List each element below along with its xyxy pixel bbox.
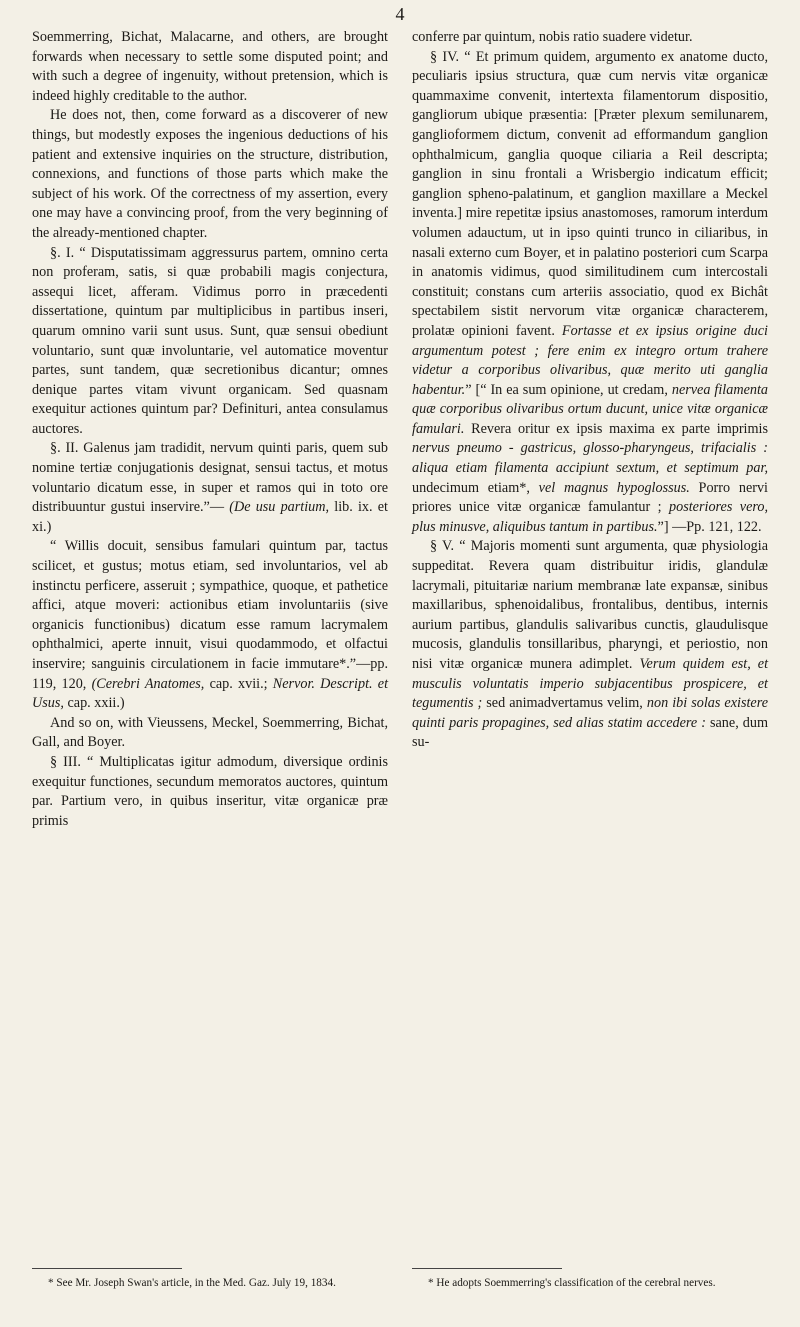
willis-reference-2: Nervor. Descript. et Usus, — [32, 675, 389, 712]
section-4-mid-2: Revera oritur ex ipsis maxima ex parte imprimis — [464, 420, 768, 437]
paragraph-section-5 — [412, 537, 768, 753]
paragraph-intro: Soemmerring, Bichat, Malacarne, and others, are brought forwards when necessary to settle some disputed point; and with such a degree of ingenuity, without pretension, which is indeed highly creditable to the author. — [32, 29, 388, 104]
footnote-left: * See Mr. Joseph Swan's article, in the Med. Gaz. July 19, 1834. — [48, 1277, 336, 1289]
section-4-mid: ” [“ In ea sum opinione, ut credam, — [465, 381, 672, 398]
section-4-italic: Fortasse et ex ipsius origine duci argumentum potest ; fere enim ex integro ortum trahere videtur a corporibus olivaribus, quæ merito uti ganglia habentur. — [412, 322, 768, 398]
section-4-italic-4: vel magnus hypoglossus. — [538, 479, 690, 496]
footnote-divider-right — [412, 1268, 562, 1269]
willis-reference: (Cerebri Anatomes, — [91, 675, 205, 692]
section-4-mid-3: undecimum etiam*, — [412, 479, 539, 496]
paragraph-willis — [32, 537, 388, 713]
left-column — [32, 28, 388, 831]
paragraph-and-so-on: And so on, with Vieussens, Meckel, Soemmerring, Bichat, Gall, and Boyer. — [32, 714, 388, 751]
footnote-divider-left — [32, 1268, 182, 1269]
section-4-italic-3: nervus pneumo - gastricus, glosso-pharyngeus, trifacialis : aliqua etiam filamenta accipiunt sextum, et septimum par, — [412, 440, 768, 477]
willis-ref-mid: cap. xvii.; — [204, 675, 273, 692]
paragraph-section-2 — [32, 439, 388, 537]
footnote-right: * He adopts Soemmerring's classification of the cerebral nerves. — [428, 1277, 716, 1289]
galenus-ref-end: lib. ix. et xi.) — [32, 499, 388, 535]
section-4-text: § IV. “ Et primum quidem, argumento ex anatome ducto, peculiaris ipsius structura, quæ cum nervis vitæ organicæ quammaxime convenit, intertexta filamentorum dispositio, gangliorum ubique præsentia: [Præter plexum semilunarem, ganglioformem dictum, convenit ad efformandum ganglion ophthalmicum, ganglia quoque ciliaria a Reil descripta; ganglion in sinu frontali a Wrisbergio indicatum efficit; ganglion spheno-palatinum, et ganglion maxillare a Meckel inventa.] mire repetitæ ipsius anastomoses, ramorum interdum volumen adauctum, ut in ipso quinti trunco in ciliaribus, in nasali externo cum Boyer, et in palatino posteriori cum Scarpa in anatomis vidimus, quod similitudinem cum intercostali constituit; constans cum arteriis associatio, quod ex Bichât spectabilem sistit nervorum vitæ organicæ characterem, prolatæ opinioni favent. — [412, 48, 768, 339]
paragraph-section-3: § III. “ Multiplicatas igitur admodum, diversique ordinis exequitur functiones, secundum memoratos auctores, quintum par. Partium vero, in quibus inseritur, vitæ organicæ præ primis — [32, 753, 388, 829]
paragraph-section-4 — [412, 48, 768, 538]
right-column — [412, 28, 768, 753]
paragraph-discoverer: He does not, then, come forward as a discoverer of new things, but modestly exposes the ingenious deductions of his patient and extensive inquiries on the structure, distribution, connexions, and functions of those parts which make the subject of his work. Of the correctness of my assertion, every one may have a convincing proof, from the very beginning of the already-mentioned chapter. — [32, 107, 388, 241]
willis-ref-end: cap. xxii.) — [63, 695, 125, 712]
section-5-text: § V. “ Majoris momenti sunt argumenta, quæ physiologia suppeditat. Revera quam distribuitur iridis, glandulæ lacrymali, pituitariæ narium membranæ late expansæ, sinibus maxillaribus, sphenoidalibus, frontalibus, dentibus, internis aurium partibus, glandulis salivaribus cunctis, glaudulisque mucosis, glandulis tonsillaribus, pharyngi, et periostio, non nisi vitæ organicæ munera adimplet. — [412, 538, 768, 672]
page-number: 4 — [395, 4, 405, 24]
section-4-end: ”] —Pp. 121, 122. — [657, 518, 762, 535]
willis-text: “ Willis docuit, sensibus famulari quintum par, tactus scilicet, et gustus; motus etiam, sed involuntarios, vel ab instinctu perficere, asseruit ; sympathice, quoque, et pathetice affici, atque moveri: actionibus etiam involuntariis (sive organicis functionibus) dicatum esse ramum lacrymalem ophthalmici, aperte innuit, visui quodammodo, et olfactui inservire; sanguinis circulationem in facie immutare*.”—pp. 119, 120, — [32, 538, 388, 692]
section-4-italic-5: posteriores vero, plus minusve, aliquibus tantum in partibus. — [412, 499, 768, 535]
paragraph-section-1: §. I. “ Disputatissimam aggressurus partem, omnino certa non proferam, satis, si quæ probabili magis conjectura, assequi licet, afferam. Vidimus porro in præcedenti dissertatione, quintum par multiplicibus in partibus inseri, quarum omnino varii sunt usus. Sunt, quæ sensui obediunt voluntario, sunt quæ involuntarie, vel automatice moventur partes, sunt tandem, quæ secretionibus dicantur; omnes denique partes vitam vivunt organicam. Sed quasnam exequitur actiones quintum par? Definituri, antea consulamus auctores. — [32, 244, 388, 437]
galenus-text: §. II. Galenus jam tradidit, nervum quinti paris, quem sub nomine tertiæ conjugationis designat, sensui tactus, et motus voluntario dicatum esse, in super et ramos qui in toto ore distribuuntur gustui inservire.”— — [32, 440, 388, 516]
paragraph-continuation: conferre par quintum, nobis ratio suadere videtur. — [412, 29, 693, 45]
galenus-reference: (De usu partium, — [229, 499, 330, 516]
section-5-italic: Verum quidem est, et musculis voluntatis imperio subjacentibus prospicere, et tegumentis ; — [412, 656, 769, 712]
section-4-italic-2: nervea filamenta quæ corporibus olivaribus ortum ducunt, unice vitæ organicæ famulari. — [412, 381, 769, 437]
section-5-end: sane, dum su- — [412, 714, 768, 751]
section-5-italic-2: non ibi solas existere quinti paris propagines, sed alias statim accedere : — [412, 695, 768, 731]
section-4-mid-4: Porro nervi priores unice vitæ organicæ famulantur ; — [412, 479, 769, 516]
section-5-mid: sed animadvertamus velim, — [482, 695, 647, 712]
